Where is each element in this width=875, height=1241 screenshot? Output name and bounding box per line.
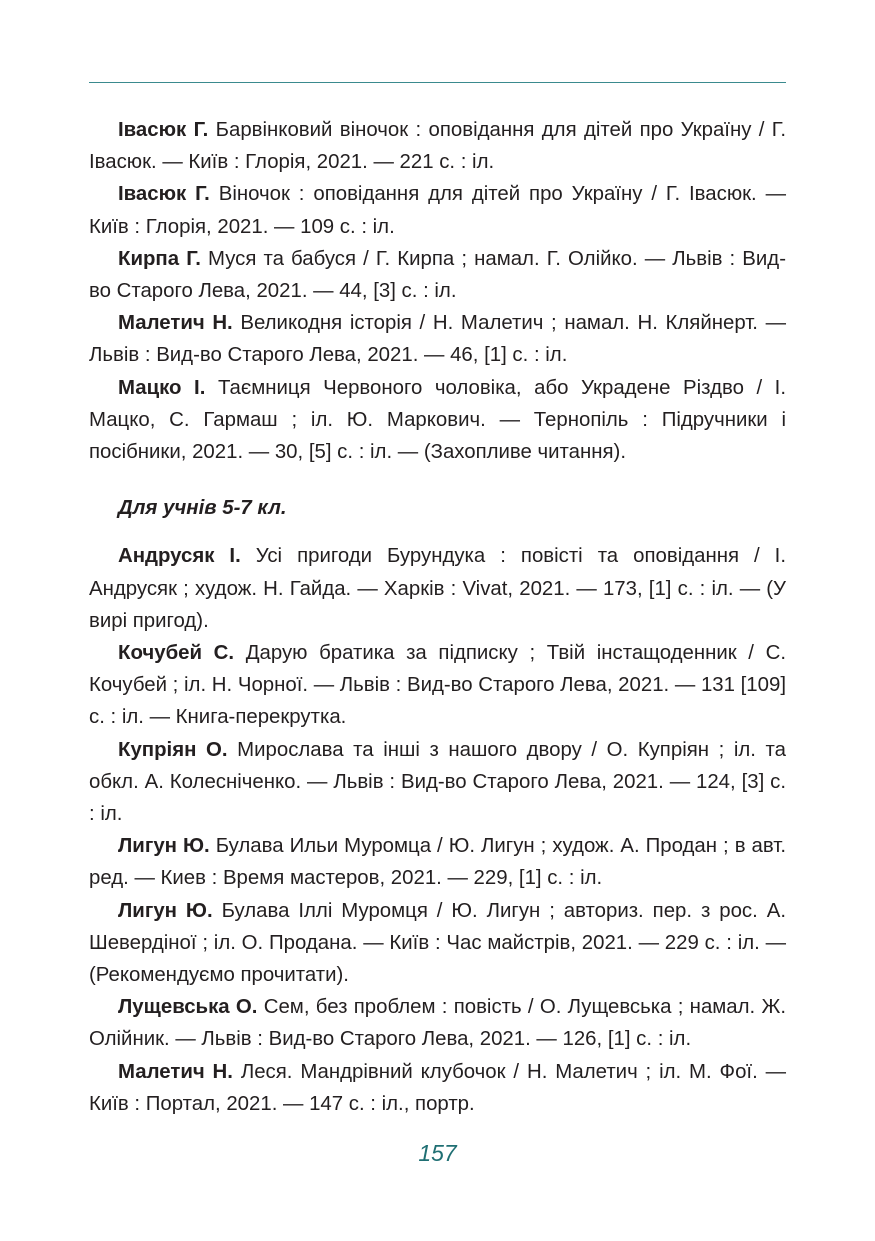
entry-author: Лущевська О. <box>118 996 258 1019</box>
entry-text: Сем, без проблем : повість / О. Лущевська ; намал. Ж. Олійник. — Львів : Вид-во Старого Лева, 2021. — 126, [1] с. : іл. <box>89 996 786 1051</box>
header-rule <box>89 82 786 83</box>
entry-text: Великодня історія / Н. Малетич ; намал. Н. Кляйнерт. —Львів : Вид-во Старого Лева, 2021. — 46, [1] с. : іл. <box>89 312 787 367</box>
entry-text: Барвінковий віночок : оповідання для дітей про Україну / Г. Івасюк. — Київ : Глорія, 2021. — 221 с. : іл. <box>89 119 786 174</box>
bibliography-entry <box>89 830 786 894</box>
bibliography-entry <box>89 991 786 1055</box>
entry-author: Лигун Ю. <box>118 835 210 858</box>
page-number: 157 <box>418 1140 457 1166</box>
entry-author: Малетич Н. <box>118 312 233 335</box>
bibliography-entry <box>89 372 786 469</box>
bibliography-entry <box>89 895 786 992</box>
entry-author: Івасюк Г. <box>118 183 210 206</box>
entry-author: Івасюк Г. <box>118 119 209 141</box>
bibliography-entry <box>89 637 786 734</box>
bibliography-entry <box>89 243 786 307</box>
entry-author: Кочубей С. <box>118 642 235 665</box>
bibliography-section-2 <box>89 540 786 1120</box>
entry-text: Булава Ильи Муромца / Ю. Лигун ; худож. А. Продан ; в авт. ред. — Киев : Время мастеров, 2021. — 229, [1] с. : іл. <box>89 835 787 890</box>
bibliography-entry <box>89 734 786 831</box>
entry-text: Таємниця Червоного чоловіка, або Украдене Різдво / І. Мацко, С. Гармаш ; іл. Ю. Маркович. — Тернопіль : Підручники і посібники, 2021. — 30, [5] с. : іл. — (Захопливе читання). <box>89 376 786 464</box>
entry-text: Мирослава та інші з нашого двору / О. Купріян ; іл. та обкл. А. Колесніченко. — Львів : Вид-во Старого Лева, 2021. — 124, [3] с. : іл. <box>89 738 786 826</box>
entry-author: Купріян О. <box>118 738 228 761</box>
section-heading: Для учнів 5-7 кл. <box>118 497 287 520</box>
entry-text: Муся та бабуся / Г. Кирпа ; намал. Г. Олійко. — Львів : Вид-во Старого Лева, 2021. — 44, [3] с. : іл. <box>89 247 786 303</box>
entry-text: Леся. Мандрівний клубочок / Н. Малетич ; іл. М. Фої. — Київ : Портал, 2021. — 147 с. : іл., портр. <box>89 1060 786 1115</box>
bibliography-entry <box>89 540 786 637</box>
entry-text: Дарую братика за підписку ; Твій інстащоденник / С. Кочубей ; іл. Н. Чорної. — Львів : Вид-во Старого Лева, 2021. — 131 [109] с. : іл. — Книга-перекрутка. <box>89 642 786 729</box>
entry-author: Андрусяк І. <box>118 545 241 568</box>
entry-author: Мацко І. <box>118 376 206 399</box>
bibliography-entry <box>89 307 786 371</box>
entry-text: Усі пригоди Бурундука : повісті та оповідання / І. Андрусяк ; худож. Н. Гайда. — Харків : Vivat, 2021. — 173, [1] с. : іл. — (У вирі пригод). <box>89 545 786 632</box>
entry-author: Малетич Н. <box>118 1060 233 1083</box>
page-content <box>89 114 786 1120</box>
entry-text: Віночок : оповідання для дітей про Україну / Г. Івасюк. — Київ : Глорія, 2021. — 109 с. : іл. <box>89 183 786 238</box>
entry-author: Кирпа Г. <box>118 247 201 270</box>
entry-text: Булава Іллі Муромця / Ю. Лигун ; авториз. пер. з рос. А. Шевердіної ; іл. О. Продана. — Київ : Час майстрів, 2021. — 229 с. : іл. — (Рекомендуємо прочитати). <box>89 899 786 987</box>
bibliography-entry <box>89 178 786 242</box>
bibliography-entry <box>89 1056 786 1120</box>
entry-author: Лигун Ю. <box>118 899 213 922</box>
bibliography-entry <box>89 114 786 178</box>
bibliography-section-1 <box>89 114 786 468</box>
